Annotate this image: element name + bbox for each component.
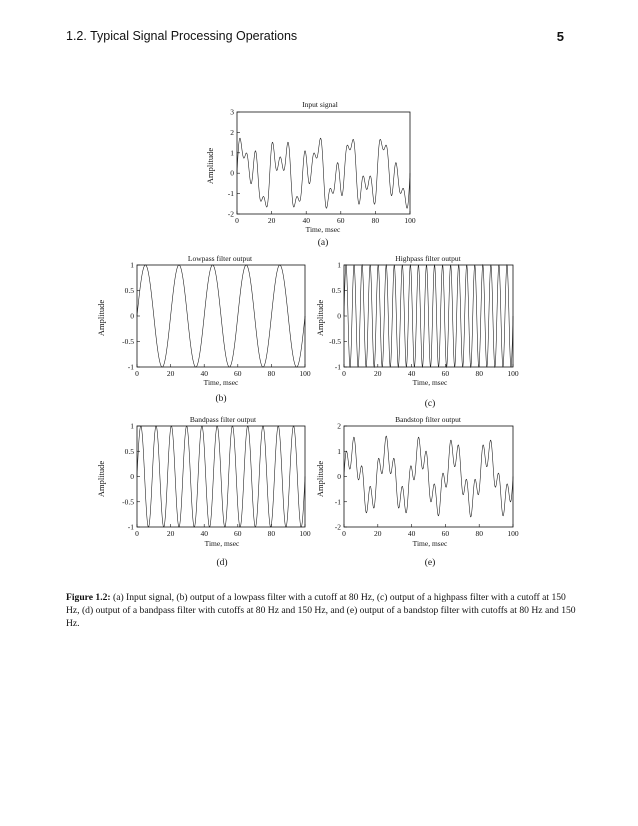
panel-e-ytick-label: -2 (334, 522, 341, 532)
panel-c (315, 254, 519, 409)
panel-b-xlabel: Time, msec (203, 378, 239, 387)
panel-a-axes (237, 112, 410, 214)
panel-b-title: Lowpass filter output (187, 254, 253, 263)
panel-e-signal (344, 436, 513, 517)
panel-d-xtick-label: 80 (267, 529, 276, 538)
panel-c-xtick-label: 80 (475, 369, 483, 378)
panel-b-xtick-label: 80 (267, 369, 276, 378)
panel-c-signal (344, 265, 513, 367)
panel-d-xtick-label: 20 (166, 529, 175, 538)
panel-e-xtick-label: 80 (475, 529, 483, 538)
panel-a-sublabel: (a) (317, 238, 329, 248)
panel-e-xtick-label: 60 (441, 529, 450, 538)
panel-b-ytick-label: -1 (127, 362, 134, 372)
panel-c-sublabel: (c) (424, 399, 436, 409)
panel-c-ytick-label: -1 (334, 362, 341, 372)
panel-e (315, 415, 519, 568)
panel-d-ytick-label: 0.5 (124, 446, 134, 456)
panel-a-xtick-label: 40 (302, 216, 310, 225)
panel-b-ytick-label: 0 (130, 311, 134, 321)
panel-b-xtick-label: 0 (135, 369, 139, 378)
figure-caption-text: (a) Input signal, (b) output of a lowpass filter with a cutoff at 80 Hz, (c) output of a highpass filter with a cutoff at 150 Hz, (d) output of a bandpass filter with cutoffs at 80 Hz and 150 Hz, and (e) output of a bandstop filter with cutoffs at 80 Hz and 150 Hz. (66, 592, 576, 630)
panel-b-signal (137, 265, 305, 367)
panel-e-ytick-label: 0 (337, 472, 341, 481)
panel-e-ylabel: Amplitude (315, 460, 325, 498)
panel-a-title: Input signal (302, 100, 338, 109)
panel-e-xtick-label: 0 (342, 529, 346, 538)
panel-d-ylabel: Amplitude (96, 460, 106, 498)
panel-b-ytick-label: 1 (130, 260, 134, 270)
panel-c-xtick-label: 100 (507, 369, 519, 378)
panel-c-xtick-label: 0 (342, 369, 346, 378)
panel-a-ytick-label: 3 (230, 107, 234, 117)
panel-e-ytick-label: 1 (337, 446, 341, 456)
panel-a-xtick-label: 0 (235, 216, 239, 225)
panel-e-title: Bandstop filter output (395, 415, 461, 424)
panel-d-xtick-label: 0 (135, 529, 139, 538)
panel-e-xlabel: Time, msec (412, 539, 448, 548)
panel-c-ytick-label: 0 (337, 311, 341, 321)
panel-a-ytick-label: -2 (227, 209, 234, 219)
panel-d-sublabel: (d) (216, 558, 228, 568)
panel-b-xtick-label: 20 (166, 369, 175, 378)
panel-d-signal (137, 426, 305, 527)
panel-a-xtick-label: 60 (337, 216, 345, 225)
panel-b (96, 254, 311, 404)
panel-e-sublabel: (e) (424, 558, 436, 568)
panel-b-ytick-label: 0.5 (124, 286, 134, 295)
panel-b-ytick-label: -0.5 (122, 337, 134, 346)
panel-d-ytick-label: 0 (130, 472, 134, 481)
panel-b-sublabel: (b) (215, 394, 227, 404)
panel-d-xlabel: Time, msec (204, 539, 240, 548)
panel-e-xtick-label: 100 (507, 529, 519, 538)
panel-a-xtick-label: 100 (404, 216, 416, 225)
running-header: 1.2. Typical Signal Processing Operations (66, 29, 298, 43)
panel-e-xtick-label: 40 (407, 529, 416, 538)
panel-a-ytick-label: 2 (230, 127, 234, 137)
panel-c-ytick-label: -0.5 (329, 337, 341, 346)
panel-b-xtick-label: 40 (200, 369, 208, 378)
panel-c-ytick-label: 1 (337, 260, 341, 270)
panel-a-ytick-label: 0 (230, 168, 234, 178)
panel-e-ytick-label: 2 (337, 421, 341, 431)
panel-d-ytick-label: 1 (130, 421, 134, 431)
panel-b-ylabel: Amplitude (96, 299, 106, 337)
panel-b-xtick-label: 100 (299, 369, 311, 378)
panel-a-ylabel: Amplitude (205, 147, 215, 185)
panel-a-signal (237, 138, 410, 208)
panel-a-xtick-label: 80 (371, 216, 380, 225)
panel-c-xtick-label: 40 (407, 369, 416, 378)
panel-c-ylabel: Amplitude (315, 299, 325, 337)
figure-caption (66, 591, 576, 631)
panel-e-ytick-label: -1 (334, 497, 341, 507)
panel-c-xtick-label: 20 (374, 369, 382, 378)
page-number: 5 (556, 29, 564, 44)
panel-c-ytick-label: 0.5 (331, 286, 341, 295)
panel-d-xtick-label: 40 (200, 529, 208, 538)
panel-a-ytick-label: -1 (227, 189, 234, 199)
panel-a-ytick-label: 1 (230, 148, 234, 158)
panel-c-xtick-label: 60 (441, 369, 450, 378)
panel-a (205, 100, 416, 248)
panel-d-ytick-label: -0.5 (122, 497, 134, 507)
panel-d (96, 415, 311, 568)
panel-d-xtick-label: 100 (299, 529, 311, 538)
figure-caption-label: Figure 1.2: (66, 592, 111, 603)
panel-d-title: Bandpass filter output (189, 415, 257, 424)
panel-a-xlabel: Time, msec (305, 225, 341, 234)
panel-d-xtick-label: 60 (234, 529, 242, 538)
panel-c-title: Highpass filter output (395, 254, 461, 263)
panel-a-xtick-label: 20 (267, 216, 276, 225)
panel-d-ytick-label: -1 (127, 522, 134, 532)
panel-b-xtick-label: 60 (234, 369, 242, 378)
panel-c-xlabel: Time, msec (412, 378, 448, 387)
panel-e-xtick-label: 20 (374, 529, 382, 538)
